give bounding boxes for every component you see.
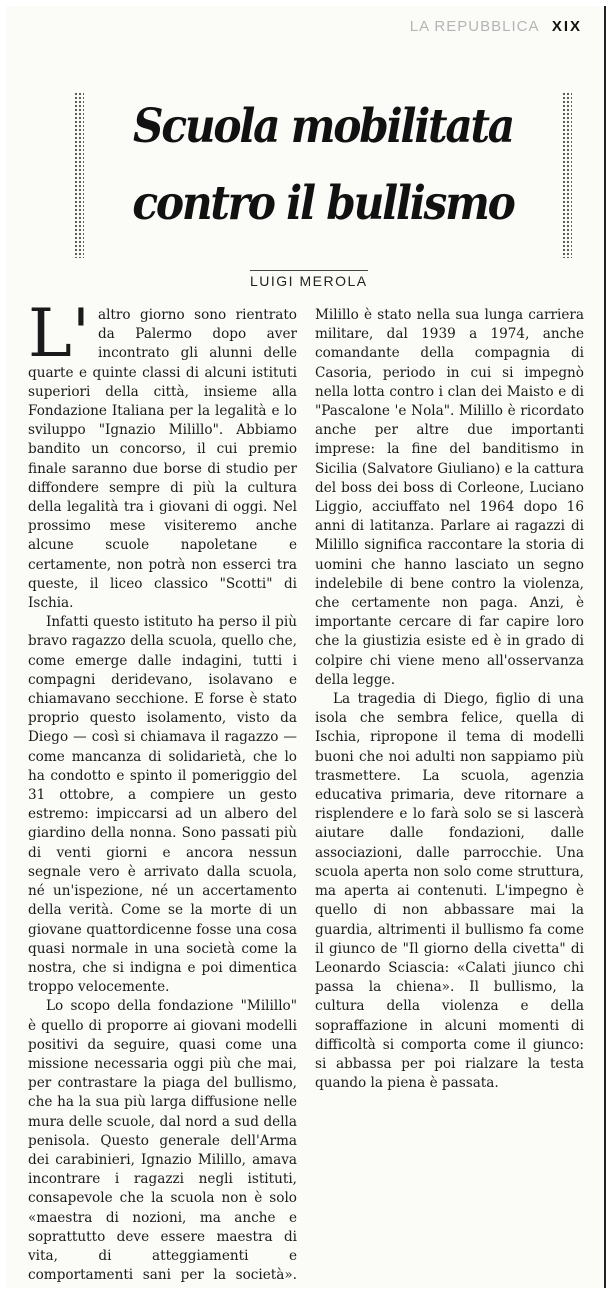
article-body — [28, 295, 584, 1292]
article-paragraph: La tragedia di Diego, figlio di una isola che sembra felice, quella di Ischia, ripropone il tema di modelli buoni che noi adulti non sappiamo più trasmettere. La scuola, agenzia educativa primaria, deve ritornare a risplendere e lo farà solo se si lascerà aiutare dalle fondazioni, dalle associazioni, dalle parrocchie. Una scuola aperta non solo come struttura, ma aperta ai contenuti. L'impegno è quello di non abbassare mai la guardia, altrimenti il bullismo fa come il giunco de "Il giorno della civetta" di Leonardo Sciascia: «Calati jiunco chi passa la chiena». Il bullismo, la cultura della violenza e della sopraffazione in alcuni momenti di difficoltà si comporta come il giunco: si abbassa per poi rialzare la testa quando la piena è passata. — [315, 691, 584, 1092]
drop-cap: L' — [28, 295, 90, 372]
article-paragraph: Infatti questo istituto ha perso il più bravo ragazzo della scuola, quello che, come emerge dalle indagini, tutti i compagni deridevano, isolavano e chiamavano secchione. E forse è stato proprio questo isolamento, visto da Diego — così si chiamava il ragazzo — come mancanza di solidarietà, che lo ha condotto e spinto il pomeriggio del 31 ottobre, a compiere un gesto estremo: impiccarsi ad un albero del giardino della nonna. Sono passati più di venti giorni e ancora nessun segnale vero è arrivato dalla scuola, né un'ispezione, né un accertamento della verità. Come se la morte di un giovane quattordicenne fosse una cosa quasi normale in una società come la nostra, che si indigna e poi dimentica troppo velocemente. — [28, 614, 297, 996]
paragraph-text: altro giorno sono rientrato da Palermo dopo aver incontrato gli alunni delle quarte e quinte classi di alcuni istituti superiori della città, insieme alla Fondazione Italiana per la legalità e lo sviluppo "Ignazio Milillo". Abbiamo bandito un concorso, il cui premio finale saranno due borse di studio per diffondere sempre di più la cultura della legalità tra i giovani di oggi. Nel prossimo mese visiteremo anche alcune scuole napoletane e certamente, non potrà non esserci tra queste, il liceo classico "Scotti" di Ischia. — [28, 307, 297, 612]
page-number: XIX — [551, 18, 582, 35]
article-headline — [119, 88, 528, 242]
headline-block — [74, 88, 572, 260]
newspaper-page — [6, 6, 606, 1288]
publication-name: LA REPUBBLICA — [409, 18, 539, 35]
article-paragraph: Lo scopo della fondazione "Milillo" è quello di proporre ai giovani modelli positivi da seguire, quasi come una missione necessaria oggi più che mai, per contrastare la piaga del bullismo, che ha la sua più larga diffusione nelle mura delle scuole, dal nord a sud della penisola. Questo generale dell'Arma dei carabinieri, Ignazio Milillo, amava incontrare i ragazzi negli istituti, consapevole che la scuola non è solo «maestra di nozioni, ma anche e soprattutto deve essere maestra di vita, di atteggiamenti e comportamenti sani per la società». Milillo è stato nella sua lunga carriera militare, dal 1939 a 1974, anche comandante della compagnia di Casoria, periodo in cui si impegnò nella lotta contro i clan dei Maisto e di "Pascalone 'e Nola". Milillo è ricordato anche per altre due importanti imprese: la fine del banditismo in Sicilia (Salvatore Giuliano) e la cattura del boss dei boss di Corleone, Luciano Liggio, acciuffato nel 1964 dopo 16 anni di latitanza. Parlare ai ragazzi di Milillo significa raccontare la storia di uomini che hanno lasciato un segno indelebile di bene contro la violenza, che certamente non paga. Anzi, è importante cercare di far capire loro che la giustizia esiste ed è in grado di colpire chi viene meno all'osservanza della legge. — [28, 307, 584, 1284]
article-paragraph — [28, 295, 297, 613]
headline-line-2: contro il bullismo — [132, 176, 514, 231]
page-header — [410, 18, 582, 35]
headline-line-1: Scuola mobilitata — [133, 99, 513, 154]
halftone-rule-left — [74, 92, 84, 258]
byline: LUIGI MEROLA — [250, 270, 368, 289]
halftone-rule-right — [562, 92, 572, 258]
